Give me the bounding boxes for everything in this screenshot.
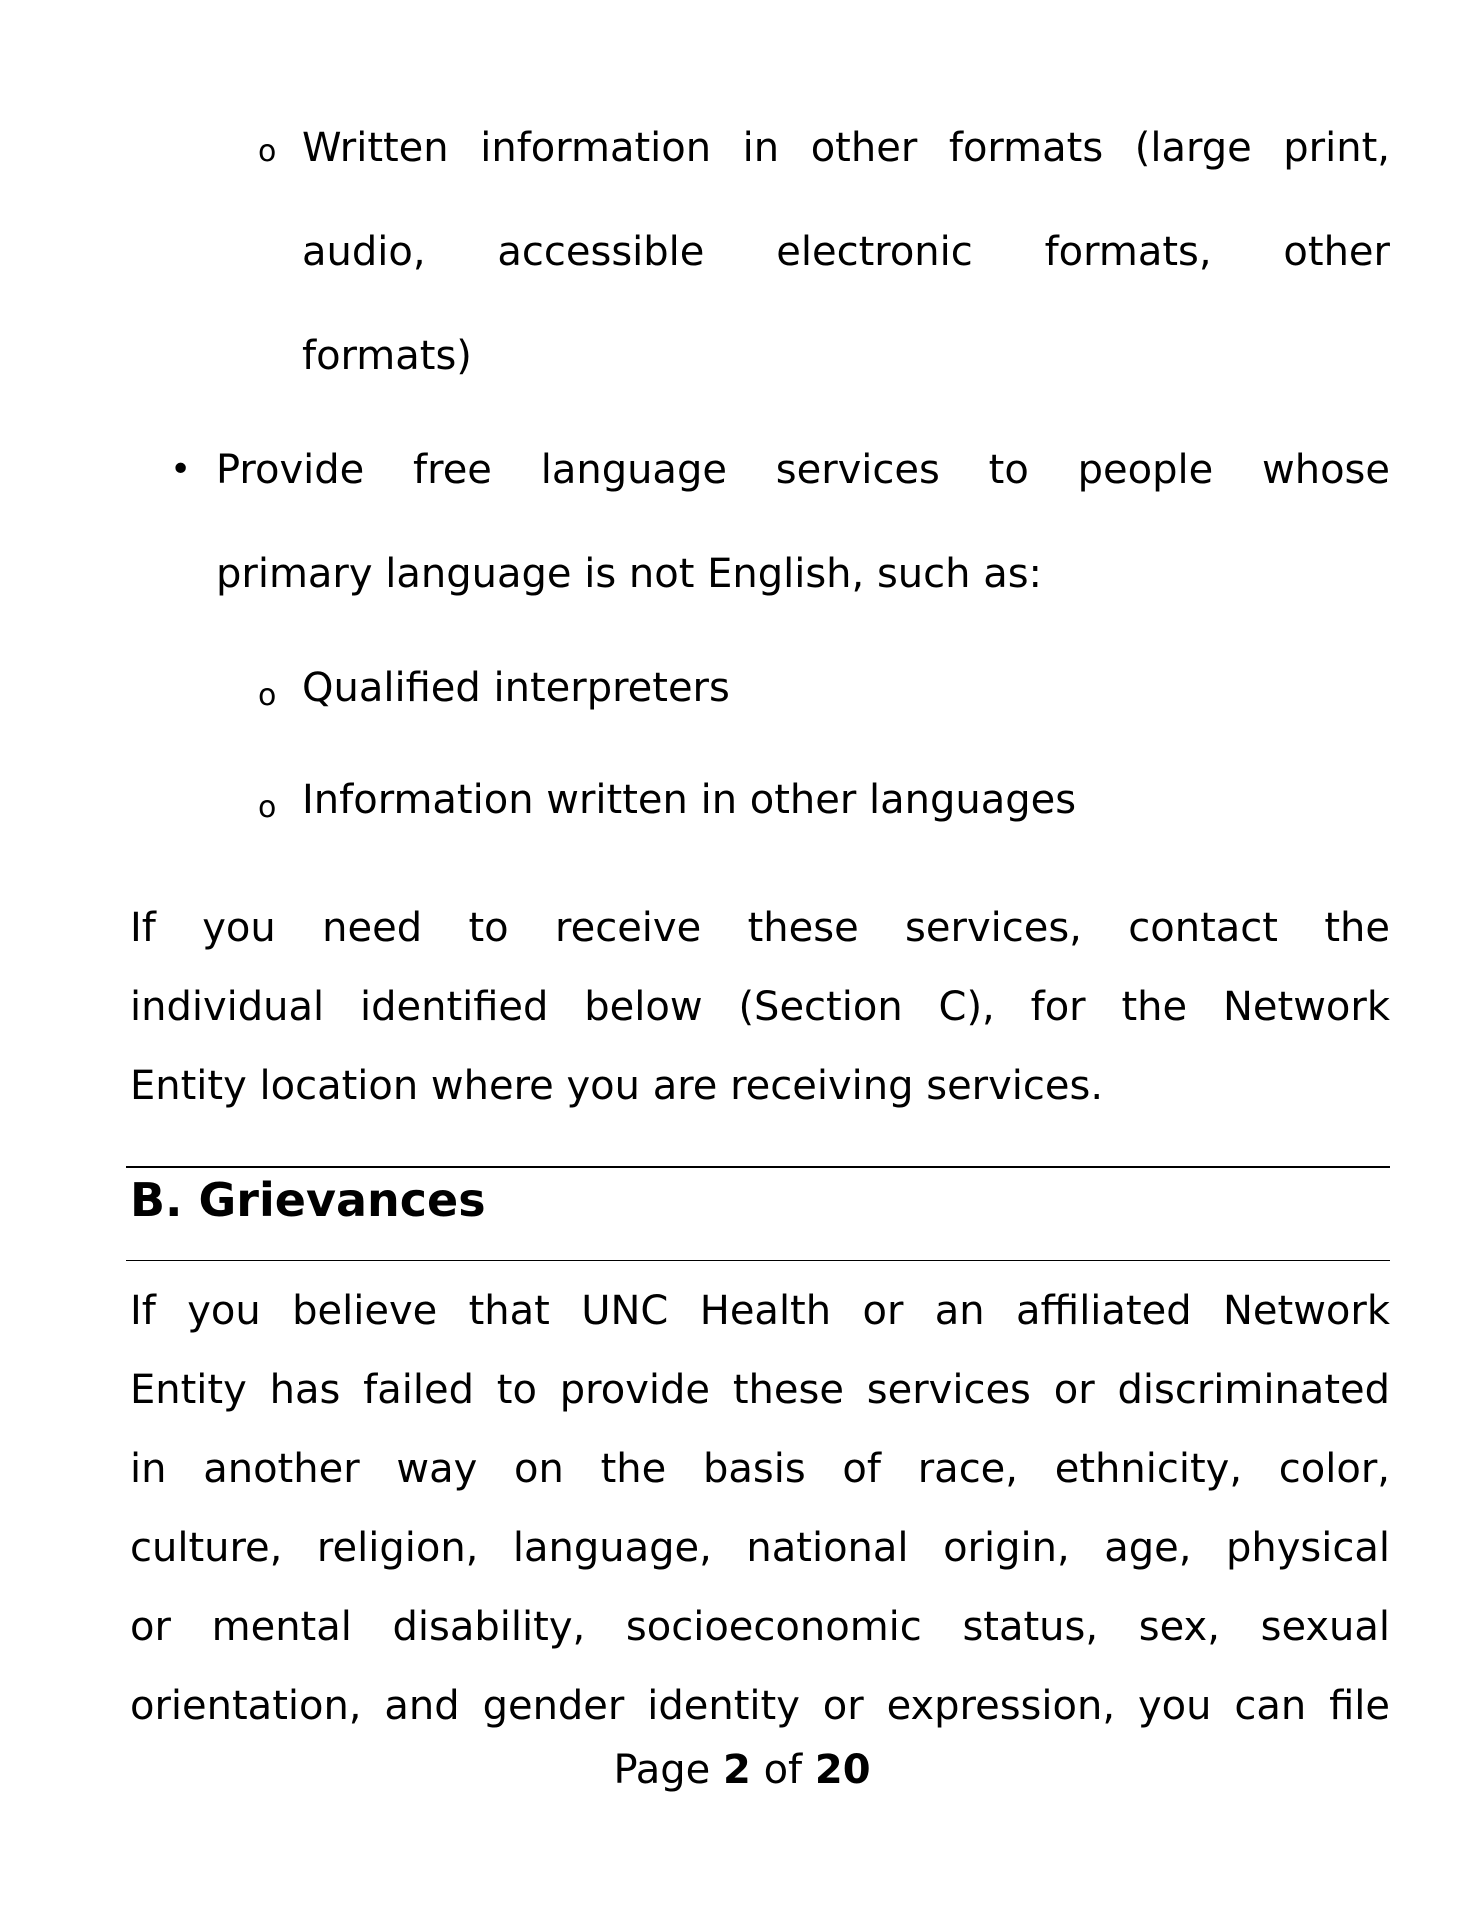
paragraph-line: If you believe that UNC Health or an affiliated Network bbox=[130, 1288, 1390, 1334]
of-label: of bbox=[763, 1747, 803, 1793]
list-item-text: Qualified interpreters bbox=[302, 665, 730, 711]
paragraph-line: in another way on the basis of race, ethnicity, color, bbox=[130, 1446, 1390, 1492]
section-rule-top bbox=[126, 1166, 1390, 1168]
list-item-text: primary language is not English, such as: bbox=[216, 551, 1043, 597]
paragraph-line: culture, religion, language, national origin, age, physical bbox=[130, 1525, 1390, 1571]
page-label: Page bbox=[613, 1747, 711, 1793]
sub-bullet-marker: o bbox=[258, 678, 277, 713]
list-item-text: formats) bbox=[302, 333, 472, 379]
bullet-marker: • bbox=[170, 449, 192, 490]
paragraph-line: Entity has failed to provide these services or discriminated bbox=[130, 1367, 1390, 1413]
paragraph-line: Entity location where you are receiving services. bbox=[130, 1063, 1104, 1109]
list-item-text: Provide free language services to people whose bbox=[216, 447, 1390, 493]
page-footer bbox=[0, 1746, 1484, 1794]
list-item-text: audio, accessible electronic formats, other bbox=[302, 229, 1390, 275]
paragraph-line: If you need to receive these services, contact the bbox=[130, 905, 1390, 951]
paragraph-line: orientation, and gender identity or expression, you can file bbox=[130, 1683, 1390, 1729]
section-rule-bottom bbox=[126, 1260, 1390, 1261]
list-item-text: Written information in other formats (large print, bbox=[302, 125, 1390, 171]
paragraph-line: individual identified below (Section C), for the Network bbox=[130, 984, 1390, 1030]
page-number: 2 bbox=[723, 1747, 751, 1793]
total-pages: 20 bbox=[814, 1747, 871, 1793]
list-item-text: Information written in other languages bbox=[302, 777, 1077, 823]
sub-bullet-marker: o bbox=[258, 134, 277, 169]
sub-bullet-marker: o bbox=[258, 790, 277, 825]
section-heading: B. Grievances bbox=[130, 1173, 486, 1227]
paragraph-line: or mental disability, socioeconomic status, sex, sexual bbox=[130, 1604, 1390, 1650]
